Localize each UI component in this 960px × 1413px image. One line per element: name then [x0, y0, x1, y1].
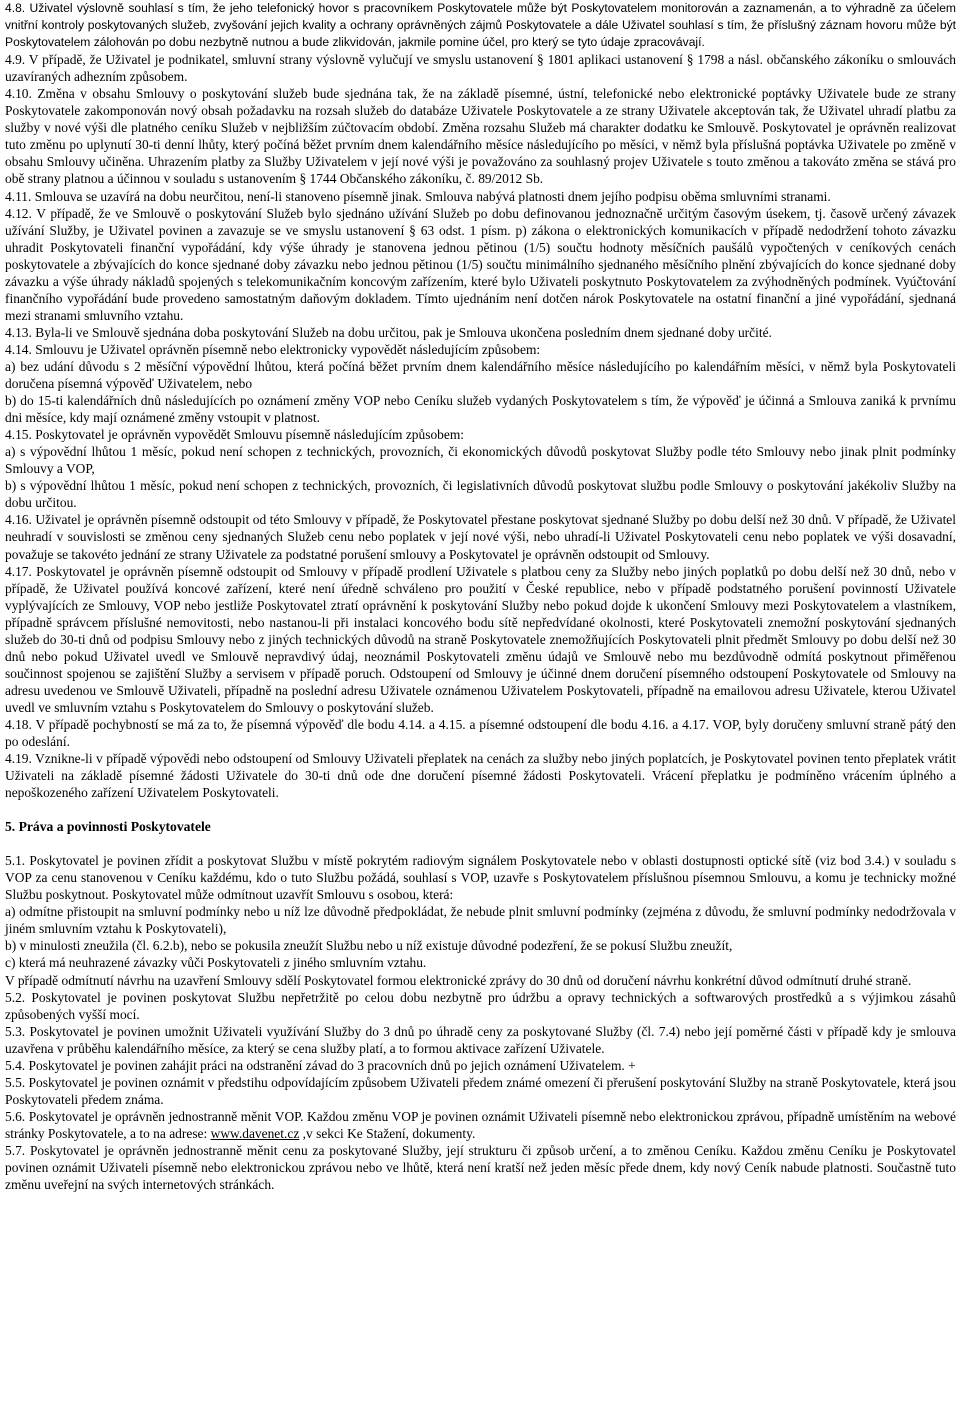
clause-5-3: 5.3. Poskytovatel je povinen umožnit Uživateli využívání Služby do 3 dnů po úhradě ceny za poskytované Služby (čl. 7.4) nebo její poměrné části v případě kdy je smlouva uzavřena v průběhu kalendářního měsíce, za který se cena služby platí, a to formou aktivace zařízení Uživatele.	[5, 1023, 956, 1056]
clause-4-14-a: a) bez udání důvodu s 2 měsíční výpovědní lhůtou, která počíná běžet prvním dnem kalendářního měsíce následujícího po kalendářním měsíci, v němž byla Poskytovateli doručena písemná výpověď Uživatelem, nebo	[5, 358, 956, 392]
clause-4-8: 4.8. Uživatel výslovně souhlasí s tím, že jeho telefonický hovor s pracovníkem Poskytovatele může být Poskytovatelem monitorován a zaznamenán, a to výhradně za účelem vnitřní kontroly poskytovaných služeb, zvyšování jejich kvality a ochrany oprávněných zájmů Poskytovatele a dále Uživatel souhlasí s tím, že příslušný záznam hovoru může být Poskytovatelem zálohován po dobu nezbytně nutnou a bude zlikvidován, jakmile pomine účel, pro který se tyto údaje zpracovávají.	[5, 1, 956, 50]
clause-4-9: 4.9. V případě, že Uživatel je podnikatel, smluvní strany výslovně vylučují ve smyslu ustanovení § 1801 aplikaci ustanovení § 1798 a násl. občanského zákoníku o smlouvách uzavíraných adhezním způsobem.	[5, 52, 956, 85]
clause-4-10: 4.10. Změna v obsahu Smlouvy o poskytování služeb bude sjednána tak, že na základě písemné, ústní, telefonické nebo elektronické poptávky Uživatele bude ze strany Poskytovatele zakomponován nový obsah požadavku na rozsah služeb do databáze Uživatele Poskytovatele a ze strany Uživatele akceptován tak, že Uživatel uhradí platbu za služby v nové výši dle platného ceníku Služeb v nejbližším zúčtovacím období. Změna rozsahu Služeb má charakter dodatku ke Smlouvě. Poskytovatel je oprávněn realizovat tuto změnu po uplynutí 30-ti denní lhůty, který počíná běžet prvním dnem kalendářního měsíce následujícího po měsíci, v němž byla příslušná poptávka Uživatele po změně v obsahu Smlouvy učiněna. Uhrazením platby za Služby Uživatelem v její nové výši je považováno za souhlasný projev Uživatele s touto změnou a takováto změna se stává pro obě strany platnou a účinnou v souladu s ustanovením § 1744 Občanského zákoníku, č. 89/2012 Sb.	[5, 86, 956, 187]
clause-4-15-a: a) s výpovědní lhůtou 1 měsíc, pokud není schopen z technických, provozních, či ekonomických důvodů poskytovat Služby podle této Smlouvy nebo jinak plnit podmínky Smlouvy a VOP,	[5, 444, 956, 477]
clause-5-7: 5.7. Poskytovatel je oprávněn jednostranně měnit cenu za poskytované Služby, její strukturu či způsob určení, a to změnou Ceníku. Každou změnu Ceníku je Poskytovatel povinen oznámit Uživateli písemně nebo elektronickou zprávou nebo ve lhůtě, která není kratší než jeden měsíc přede dnem, kdy nový Ceník nabude platnosti. Součastně tuto změnu uveřejní na svých internetových stránkách.	[5, 1143, 956, 1193]
section-4-continued	[5, 0, 956, 801]
clause-5-6-text: 5.6. Poskytovatel je oprávněn jednostranně měnit VOP. Každou změnu VOP je povinen oznámit Uživateli písemně nebo elektronickou zprávou, případně umístěním na webové stránky Poskytovatele, a to na adrese:	[5, 1108, 956, 1141]
clause-5-1-c: c) která má neuhrazené závazky vůči Poskytovateli z jiného smluvním vztahu.	[5, 955, 427, 971]
spacer	[5, 835, 956, 852]
clause-5-1-refusal: V případě odmítnutí návrhu na uzavření Smlouvy sdělí Poskytovatel formou elektronické zprávy do 30 dnů od doručení návrhu konkrétní důvod odmítnutí druhé straně.	[5, 972, 912, 988]
section-5-heading: 5. Práva a povinnosti Poskytovatele	[5, 819, 211, 835]
clause-5-2: 5.2. Poskytovatel je povinen poskytovat Službu nepřetržitě po celou dobu nezbytně pro údržbu a opravy technických a softwarových prostředků a s výjimkou zásahů způsobených vyšší mocí.	[5, 989, 956, 1022]
davenet-link[interactable]: www.davenet.cz	[210, 1125, 300, 1141]
clause-5-5: 5.5. Poskytovatel je povinen oznámit v předstihu odpovídajícím způsobem Uživateli předem známé omezení či přerušení poskytování Služby na straně Poskytovatele, která jsou Poskytovateli předem známa.	[5, 1074, 956, 1107]
spacer	[5, 801, 956, 818]
clause-5-6	[5, 1108, 956, 1142]
clause-5-1-a: a) odmítne přistoupit na smluvní podmínky nebo u níž lze důvodně předpokládat, že nebude plnit smluvní podmínky (zejména z důvodu, že smluvní podmínky nedodržovala v jiném smluvním vztahu k Poskytovateli),	[5, 904, 956, 937]
clause-4-11: 4.11. Smlouva se uzavírá na dobu neurčitou, není-li stanoveno písemně jinak. Smlouva nabývá platnosti dnem jejího podpisu oběma smluvními stranami.	[5, 188, 831, 204]
clause-4-15: 4.15. Poskytovatel je oprávněn vypovědět Smlouvu písemně následujícím způsobem:	[5, 427, 465, 443]
clause-4-17: 4.17. Poskytovatel je oprávněn písemně odstoupit od Smlouvy v případě prodlení Uživatele s platbou ceny za Služby nebo jiných poplatků po dobu delší než 30 dnů, nebo v případě, že Uživatel používá koncové zařízení, které není úředně schváleno pro použití v České republice, nebo v případě podstatného porušení povinností Uživatele vyplývajících ze Smlouvy, VOP nebo jestliže Poskytovatel ztratí oprávnění k poskytování Služby nebo pokud dojde k ukončení Smlouvy mezi Poskytovatelem a vlastníkem, případně správcem příslušné nemovitosti, nebo nastanou-li při instalaci koncového bodu sítě nepředvídané okolnosti, které Poskytovateli znemožní poskytování sjednaných služeb do 30-ti dnů od podpisu Smlouvy nebo z jiných technických důvodů na straně Poskytovatele znemožňujících Poskytovateli plnit předmět Smlouvy po dobu delší než 30 dnů nebo pokud Uživatel uvedl ve Smlouvě nepravdivý údaj, neoznámil Poskytovateli změnu údajů ve Smlouvě nebo mu bezdůvodně odmítá poskytnout přiměřenou součinnost spojenou se zajištění Služby a servisem v případě poruch. Odstoupení od Smlouvy je účinné dnem doručení písemného odstoupení Poskytovatele od Smlouvy na adresu uvedenou ve Smlouvě Uživateli, případně na poslední adresu Uživatele oznámenou Uživatelem Poskytovateli, případně na emailovou adresu Uživatele, kterou Uživatel uvedl ve smluvním vztahu s Poskytovatelem do Smlouvy o poskytování služeb.	[5, 563, 956, 715]
clause-5-1: 5.1. Poskytovatel je povinen zřídit a poskytovat Službu v místě pokrytém radiovým signálem Poskytovatele nebo v oblasti dostupnosti optické sítě (viz bod 3.4.) v souladu s VOP za cenu stanovenou v Ceníku každému, kdo o tuto Službu požádá, souhlasí s VOP, uzavře s Poskytovatelem příslušnou písemnou Smlouvu, a komu je technicky možné Službu poskytnout. Poskytovatel může odmítnout uzavřít Smlouvu s osobou, která:	[5, 853, 956, 903]
clause-5-4: 5.4. Poskytovatel je povinen zahájit práci na odstranění závad do 3 pracovních dnů po jejich oznámení Uživatelem. +	[5, 1057, 636, 1073]
clause-4-19: 4.19. Vznikne-li v případě výpovědi nebo odstoupení od Smlouvy Uživateli přeplatek na cenách za služby nebo jiných poplatcích, je Poskytovatel povinen tento přeplatek vrátit Uživateli na základě písemné žádosti Uživatele do 30-ti dnů ode dne doručení písemné žádosti Poskytovateli. Vrácení přeplatku je podmíněno vrácením úplného a nepoškozeného zařízení Uživatelem Poskytovateli.	[5, 751, 956, 801]
clause-4-13: 4.13. Byla-li ve Smlouvě sjednána doba poskytování Služeb na dobu určitou, pak je Smlouva ukončena posledním dnem sjednané doby určité.	[5, 324, 772, 340]
clause-4-14: 4.14. Smlouvu je Uživatel oprávněn písemně nebo elektronicky vypovědět následujícím způsobem:	[5, 341, 541, 357]
clause-4-14-b: b) do 15-ti kalendářních dnů následujících po oznámení změny VOP nebo Ceníku služeb vydaných Poskytovatelem s tím, že výpověď je účinná a Smlouva zaniká k prvnímu dni měsíce, kdy mají oznámené změny vstoupit v platnost.	[5, 393, 956, 426]
clause-4-18: 4.18. V případě pochybností se má za to, že písemná výpověď dle bodu 4.14. a 4.15. a písemné odstoupení dle bodu 4.16. a 4.17. VOP, byly doručeny smluvní straně pátý den po odeslání.	[5, 716, 956, 750]
clause-5-6-text-end: ,v sekci Ke Stažení, dokumenty.	[299, 1125, 476, 1141]
clause-5-1-b: b) v minulosti zneužila (čl. 6.2.b), nebo se pokusila zneužít Službu nebo u níž existuje důvodné podezření, že se pokusí Službu zneužít,	[5, 938, 733, 954]
clause-4-12: 4.12. V případě, že ve Smlouvě o poskytování Služeb bylo sjednáno užívání Služeb po dobu definovanou jednoznačně určitým časovým úsekem, tj. časově určený závazek užívání Služby, je Uživatel povinen a zavazuje se ve smyslu ustanovení § 63 odst. 1 písm. p) zákona o elektronických komunikacích v případě nedodržení tohoto závazku uhradit Poskytovateli finanční vypořádání, kdy výše úhrady je stanovena jednou pětinou (1/5) součtu hodnoty měsíčních paušálů vypočtených v ceníkových cenách poskytovatele a zbývajících do konce sjednané doby závazku nebo jednou pětinou (1/5) součtu minimálního sjednaného měsíčního plnění zbývajících do konce sjednané doby závazku a výše úhrady nákladů spojených s telekomunikačním koncovým zařízením, které bylo Uživateli poskytnuto Poskytovatelem za zvýhodněných podmínek. Vyúčtování finančního vypořádání bude provedeno samostatným daňovým dokladem. Tímto ujednáním není dotčen nárok Poskytovatele na ostatní finanční a jiné vypořádání, sjednaná mezi stranami smluvního vztahu.	[5, 205, 956, 323]
clause-4-16: 4.16. Uživatel je oprávněn písemně odstoupit od této Smlouvy v případě, že Poskytovatel přestane poskytovat sjednané Služby po dobu delší než 30 dnů. V případě, že Uživatel neuhradí v souvislosti se změnou ceny sjednaných Služeb cenu nebo poplatek v její nové výši, nebo uhradí-li Uživatel Poskytovateli cenu nebo poplatek ve výši dosavadní, považuje se takovéto jednání ze strany Uživatele za podstatné porušení smlouvy a Poskytovatel je oprávněn odstoupit od Smlouvy.	[5, 512, 956, 562]
section-5	[5, 852, 956, 1193]
clause-4-15-b: b) s výpovědní lhůtou 1 měsíc, pokud není schopen z technických, provozních, či legislativních důvodů poskytovat službu podle Smlouvy o poskytování jakékoliv Služby na dobu určitou.	[5, 478, 956, 511]
